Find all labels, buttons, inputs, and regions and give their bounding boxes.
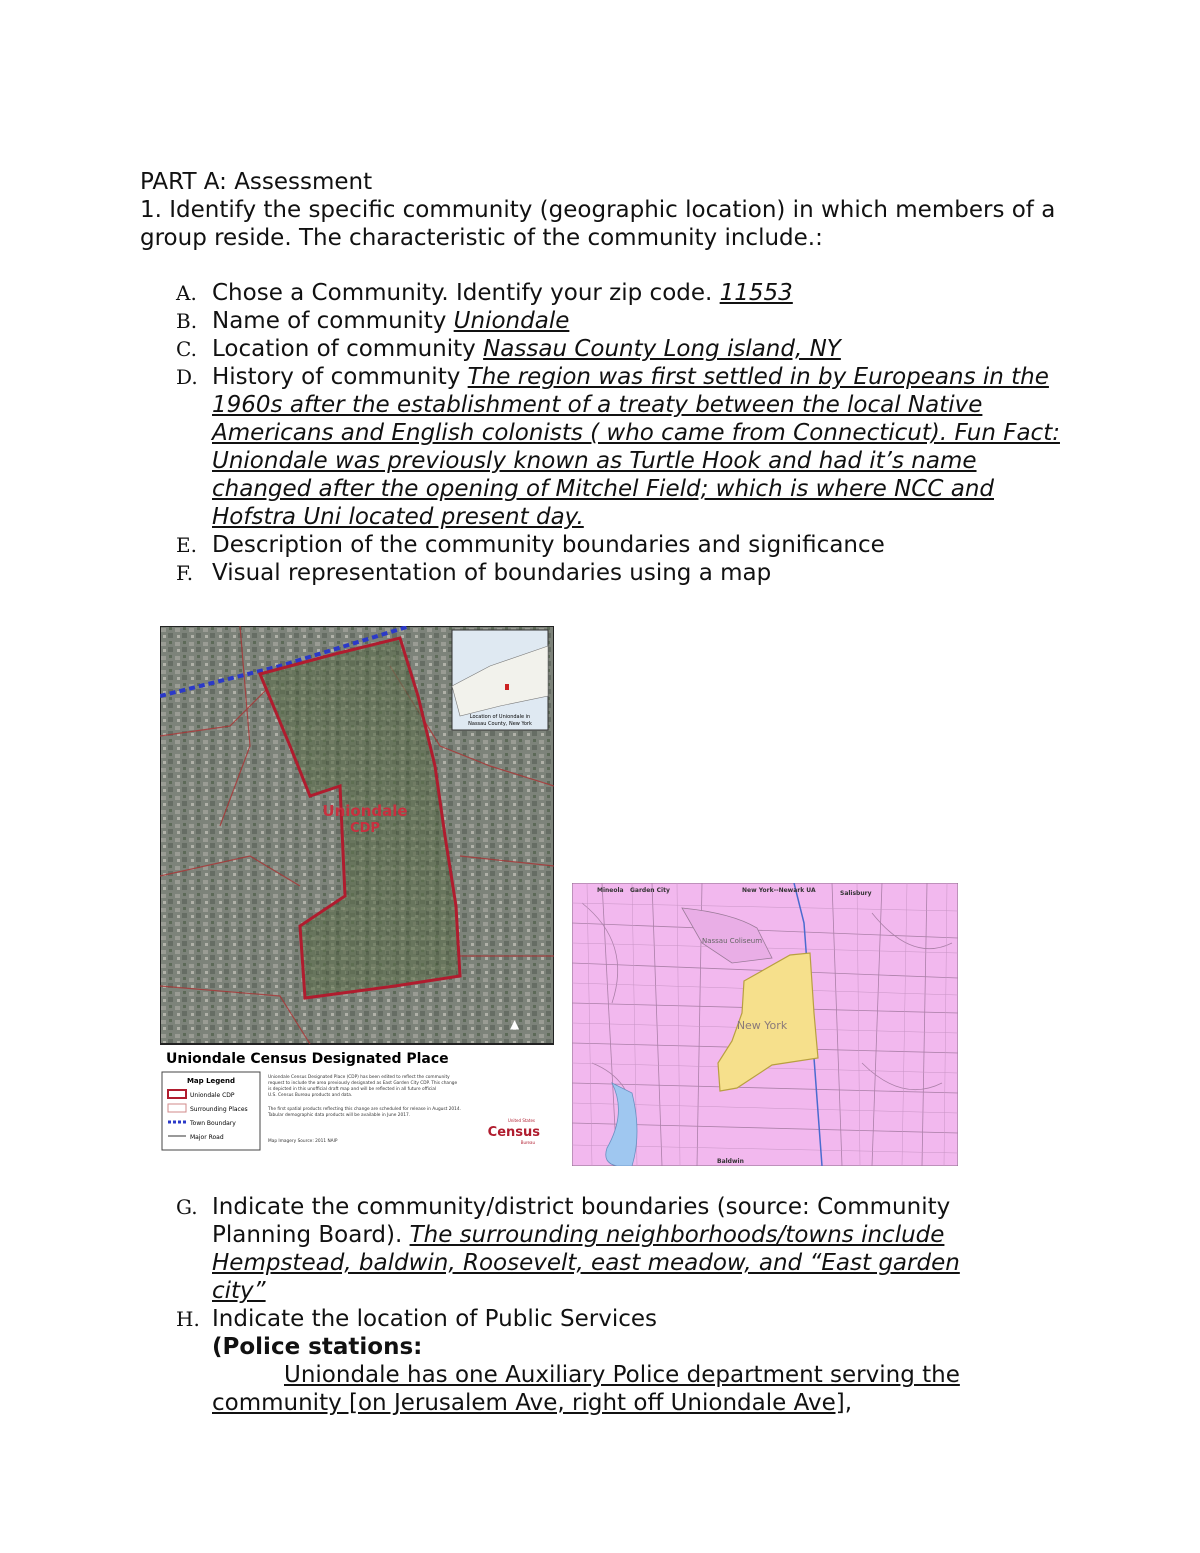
svg-text:Bureau: Bureau [520, 1140, 535, 1145]
bottom-label: Baldwin [717, 1158, 744, 1165]
list-marker: E. [176, 533, 197, 557]
census-map-svg [160, 626, 554, 1154]
park-label: Nassau Coliseum [701, 937, 763, 945]
legend-item: Uniondale CDP [190, 1092, 235, 1099]
list-item-c [140, 335, 1080, 363]
history-answer: The region was first settled in by Europeans in the 1960s after the establishment of a treaty between the local Native Americans and English colonists ( who came from Connecticut). Fun Fact: Uniondale was previously known as Turtle Hook and had it’s name changed after the opening of Mitchel Field; which is where NCC and Hofstra Uni located present day. [212, 364, 1060, 530]
svg-text:Census: Census [487, 1125, 540, 1140]
list-marker: F. [176, 561, 194, 585]
top-label: Salisbury [840, 890, 872, 897]
list-marker: A. [176, 281, 197, 305]
list-marker: G. [176, 1195, 198, 1219]
census-map-figure [160, 626, 554, 1154]
top-label: Garden City [630, 887, 670, 894]
police-heading: Police stations: [222, 1334, 423, 1360]
list-item-b [140, 307, 1080, 335]
item-text: Name of community [212, 308, 454, 334]
map-title: Uniondale Census Designated Place [166, 1051, 449, 1067]
neighborhoods-answer: The surrounding neighborhoods/towns include Hempstead, baldwin, Roosevelt, east meadow, and “East garden city” [212, 1222, 960, 1304]
question-intro: 1. Identify the specific community (geographic location) in which members of a group reside. The characteristic of the community include.: [140, 197, 1056, 251]
question-list [140, 279, 1080, 587]
list-item-d [140, 363, 1080, 531]
item-text: History of community [212, 364, 468, 390]
list-item-a [140, 279, 1080, 307]
place-label: Uniondale [322, 802, 408, 820]
item-text: Location of community [212, 336, 484, 362]
location-answer: Nassau County Long island, NY [483, 336, 841, 362]
svg-text:United States: United States [507, 1118, 535, 1123]
svg-text:request to include the area pr: request to include the area previously designated as East Garden City CDP. This change [268, 1081, 458, 1086]
svg-text:U.S. Census Bureau products an: U.S. Census Bureau products and data. [268, 1093, 353, 1098]
police-paragraph [140, 1361, 1080, 1417]
list-item-g [140, 1193, 1080, 1305]
community-name-answer: Uniondale [453, 308, 570, 334]
street-map-figure [572, 883, 958, 1166]
police-text: Uniondale has one Auxiliary Police department serving the community [on Jerusalem Ave, right off Uniondale Ave] [212, 1362, 960, 1416]
legend-item: Major Road [190, 1134, 224, 1141]
legend-title: Map Legend [186, 1077, 236, 1085]
svg-text:Uniondale Census Designated Pl: Uniondale Census Designated Place (CDP) has been edited to reflect the community [268, 1075, 450, 1080]
center-label: New York [736, 1019, 788, 1032]
question-list-continued [140, 1193, 1080, 1417]
inset-map [452, 630, 548, 730]
item-text: Description of the community boundaries and significance [212, 532, 885, 558]
street-map-svg [572, 883, 958, 1166]
top-label: New York--Newark UA [742, 887, 816, 894]
map-notes [267, 1074, 461, 1144]
police-heading-line [140, 1333, 1080, 1361]
list-item-e [140, 531, 1080, 559]
list-marker: C. [176, 337, 197, 361]
top-label: Mineola [597, 887, 624, 894]
list-marker: D. [176, 365, 198, 389]
census-logo [488, 1118, 541, 1145]
list-item-f [140, 559, 1080, 587]
section-heading: PART A: Assessment [140, 169, 373, 195]
legend-item: Town Boundary [190, 1120, 236, 1127]
svg-text:The first spatial products ref: The first spatial products reflecting this change are scheduled for release in August 2014. [268, 1107, 461, 1112]
item-text: Visual representation of boundaries using a map [212, 560, 772, 586]
list-marker: B. [176, 309, 198, 333]
svg-text:Tabular demographic data produ: Tabular demographic data products will be available in June 2017. [268, 1113, 411, 1118]
zip-code-answer: 11553 [719, 280, 793, 306]
map-legend [162, 1072, 260, 1150]
legend-item: Surrounding Places [190, 1106, 248, 1113]
svg-text:is depicted in this unofficial: is depicted in this unofficial draft map and will be reflected in all future official [268, 1087, 437, 1092]
police-tail: , [844, 1390, 853, 1416]
list-marker: H. [176, 1307, 200, 1331]
item-text: Indicate the location of Public Services [212, 1306, 658, 1332]
police-open-paren: ( [212, 1334, 223, 1360]
inset-caption: Location of Uniondale in [469, 714, 531, 720]
svg-text:Map Imagery Source: 2011 NAIP: Map Imagery Source: 2011 NAIP [268, 1139, 338, 1144]
place-label-cdp: CDP [350, 821, 380, 836]
item-text: Chose a Community. Identify your zip code. [212, 280, 720, 306]
north-arrow-icon: ▲ [510, 1017, 520, 1031]
list-item-h [140, 1305, 1080, 1333]
inset-caption-2: Nassau County, New York [468, 721, 532, 727]
item-text: Indicate the community/district boundaries (source: Community Planning Board). [212, 1194, 951, 1248]
